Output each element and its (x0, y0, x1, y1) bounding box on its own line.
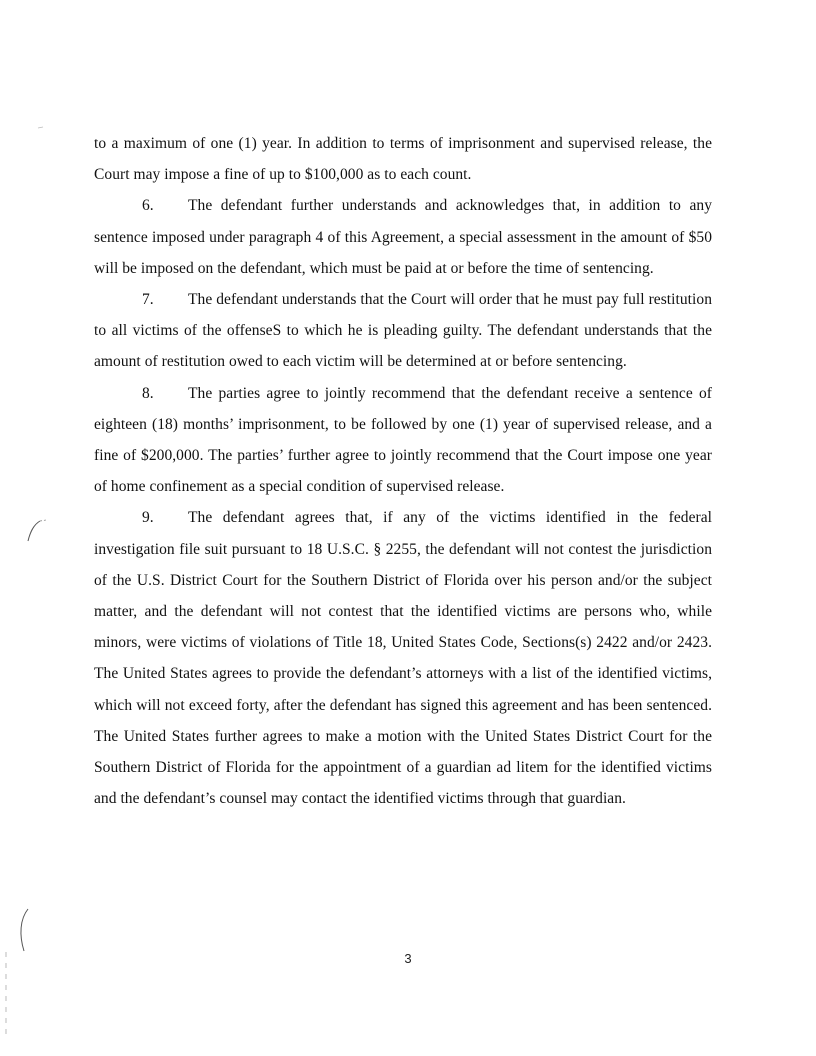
paragraph-number: 7. (142, 291, 154, 309)
paragraph-8 (94, 378, 712, 503)
paragraph-9 (94, 502, 712, 814)
paragraph-text: The defendant agrees that, if any of the victims identified in the federal investigation file suit pursuant to 18 U.S.C. § 2255, the defendant will not contest the jurisdiction of the U.S. District Court for the Southern District of Florida over his person and/or the subject matter, and the defendant will not contest that the identified victims are persons who, while minors, were victims of violations of Title 18, United States Code, Sections(s) 2422 and/or 2423. The United States agrees to provide the defendant’s attorneys with a list of the identified victims, which will not exceed forty, after the defendant has signed this agreement and has been sentenced. The United States further agrees to make a motion with the United States District Court for the Southern District of Florida for the appointment of a guardian ad litem for the identified victims and the defendant’s counsel may contact the identified victims through that guardian. (94, 509, 712, 808)
paragraph-text: The defendant further understands and acknowledges that, in addition to any sentence imposed under paragraph 4 of this Agreement, a special assessment in the amount of $50 will be imposed on the defendant, which must be paid at or before the time of sentencing. (94, 197, 712, 277)
paragraph-text: The parties agree to jointly recommend that the defendant receive a sentence of eighteen (18) months’ imprisonment, to be followed by one (1) year of supervised release, and a fine of $200,000. The parties’ further agree to jointly recommend that the Court impose one year of home confinement as a special condition of supervised release. (94, 384, 712, 496)
scan-speck (38, 126, 44, 130)
paragraph-7 (94, 284, 712, 378)
document-body (94, 128, 712, 814)
paragraph-text: to a maximum of one (1) year. In addition to terms of imprisonment and supervised release, the Court may impose a fine of up to $100,000 as to each count. (94, 135, 712, 184)
scan-mark-upper (24, 515, 50, 545)
paragraph-number: 8. (142, 384, 154, 402)
paragraph-number: 6. (142, 197, 154, 215)
paragraph-continuation (94, 128, 712, 190)
paragraph-number: 9. (142, 509, 154, 527)
scan-mark-lower (14, 905, 34, 955)
paragraph-6 (94, 190, 712, 284)
paragraph-text: The defendant understands that the Court will order that he must pay full restitution to all victims of the offenseS to which he is pleading guilty. The defendant understands that the amount of restitution owed to each victim will be determined at or before sentencing. (94, 291, 712, 371)
page-number: 3 (404, 951, 412, 966)
